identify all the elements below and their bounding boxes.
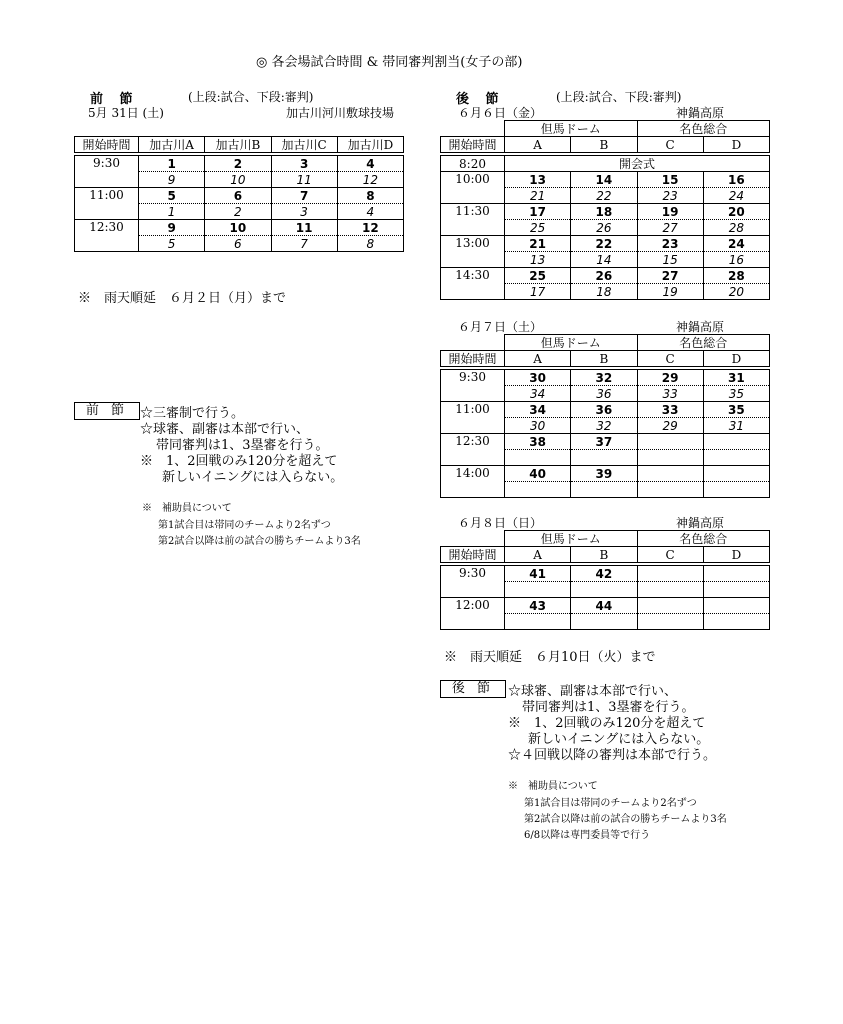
game-number-cell: 44 [571,598,637,614]
header-court: A [505,547,571,563]
start-time-cell: 12:30 [441,434,505,466]
game-number-cell [703,566,769,582]
game-number-cell: 36 [571,402,637,418]
game-number-cell: 35 [703,402,769,418]
game-number-cell: 10 [205,220,271,236]
day3-date: ６月８日（日） [458,516,543,530]
header-court: D [703,547,769,563]
venue-group-tajima-dome: 但馬ドーム [505,335,638,351]
referee-assignment-cell: 10 [205,172,271,188]
game-number-cell [637,566,703,582]
second-aux-2: 第1試合目は帯同のチームより2名ずつ [524,798,697,809]
referee-assignment-cell: 34 [505,386,571,402]
header-court: B [571,137,637,153]
referee-assignment-cell [637,614,703,630]
header-start-time: 開始時間 [441,351,505,367]
game-number-cell: 9 [139,220,205,236]
day3-schedule-table [440,530,770,630]
referee-assignment-cell: 33 [637,386,703,402]
page-title: ◎ 各会場試合時間 & 帯同審判割当(女子の部) [256,55,523,70]
table-row [441,236,770,252]
game-number-cell: 17 [505,204,571,220]
game-number-cell: 29 [637,370,703,386]
header-court-a: 加古川A [139,137,205,153]
header-court: C [637,137,703,153]
first-rule-1: ☆三審制で行う。 [140,406,245,421]
table-row [441,172,770,188]
game-number-cell: 5 [139,188,205,204]
table-row [441,370,770,386]
referee-assignment-cell: 14 [571,252,637,268]
game-number-cell: 33 [637,402,703,418]
first-legend: (上段:試合、下段:審判) [188,90,314,104]
first-rule-2: ☆球審、副審は本部で行い、 [140,422,310,437]
first-rain-note: ※ 雨天順延 ６月２日（月）まで [78,291,287,306]
referee-assignment-cell [637,450,703,466]
header-court: A [505,351,571,367]
game-number-cell: 22 [571,236,637,252]
game-number-cell: 24 [703,236,769,252]
header-court: C [637,351,703,367]
day1-venue: 神鍋高原 [676,106,725,120]
referee-assignment-cell [703,482,769,498]
start-time-cell: 12:00 [441,598,505,630]
header-start-time: 開始時間 [441,137,505,153]
referee-assignment-cell: 19 [637,284,703,300]
header-court: D [703,137,769,153]
start-time-cell: 10:00 [441,172,505,204]
game-number-cell: 12 [337,220,403,236]
referee-assignment-cell: 7 [271,236,337,252]
game-number-cell: 15 [637,172,703,188]
referee-assignment-cell: 24 [703,188,769,204]
game-number-cell: 28 [703,268,769,284]
header-row [441,137,770,153]
first-schedule-table [74,136,404,252]
day2-date: ６月７日（土） [458,320,543,334]
start-time-cell: 11:00 [441,402,505,434]
game-number-cell: 14 [571,172,637,188]
second-rain-note: ※ 雨天順延 ６月10日（火）まで [444,650,656,665]
day2-venue: 神鍋高原 [676,320,725,334]
game-number-cell: 34 [505,402,571,418]
referee-assignment-cell: 8 [337,236,403,252]
game-number-cell: 6 [205,188,271,204]
game-number-cell [703,466,769,482]
game-number-cell: 19 [637,204,703,220]
table-row [441,268,770,284]
start-time-cell: 14:30 [441,268,505,300]
referee-assignment-cell: 2 [205,204,271,220]
game-number-cell: 23 [637,236,703,252]
game-number-cell: 32 [571,370,637,386]
referee-assignment-cell: 28 [703,220,769,236]
start-time-cell: 13:00 [441,236,505,268]
game-number-cell: 8 [337,188,403,204]
first-header-row [75,137,404,156]
game-number-cell: 37 [571,434,637,450]
referee-assignment-cell [505,482,571,498]
game-number-cell: 43 [505,598,571,614]
second-rule-4: 新しいイニングには入らない。 [528,732,710,747]
header-court-c: 加古川C [271,137,337,153]
header-row [441,351,770,367]
referee-assignment-cell [637,482,703,498]
referee-assignment-cell: 5 [139,236,205,252]
first-venue: 加古川河川敷球技場 [286,106,395,120]
referee-assignment-cell: 32 [571,418,637,434]
header-court: D [703,351,769,367]
venue-group-tajima-dome: 但馬ドーム [505,531,638,547]
game-number-cell: 11 [271,220,337,236]
first-aux-2: 第1試合目は帯同のチームより2名ずつ [158,520,331,531]
day1-schedule-table [440,120,770,300]
first-aux-3: 第2試合以降は前の試合の勝ちチームより3名 [158,536,361,547]
game-number-cell: 20 [703,204,769,220]
header-court-b: 加古川B [205,137,271,153]
referee-assignment-cell [571,482,637,498]
venue-group-row [441,531,770,547]
referee-assignment-cell [703,450,769,466]
referee-assignment-cell: 1 [139,204,205,220]
game-number-cell: 41 [505,566,571,582]
referee-assignment-cell [637,582,703,598]
game-number-cell: 13 [505,172,571,188]
game-number-cell: 30 [505,370,571,386]
table-row [75,188,404,204]
first-rule-5: 新しいイニングには入らない。 [162,470,344,485]
venue-group-nairo-sogo: 名色総合 [637,531,770,547]
game-number-cell: 42 [571,566,637,582]
referee-assignment-cell [703,614,769,630]
first-heading: 前 節 [90,92,139,107]
referee-assignment-cell: 21 [505,188,571,204]
referee-assignment-cell: 12 [337,172,403,188]
table-row [441,598,770,614]
game-number-cell [637,434,703,450]
referee-assignment-cell: 17 [505,284,571,300]
referee-assignment-cell [505,582,571,598]
header-start-time: 開始時間 [441,547,505,563]
table-row [441,434,770,450]
game-number-cell [703,434,769,450]
referee-assignment-cell [505,614,571,630]
first-rules-label: 前 節 [74,402,140,420]
first-rule-3: 帯同審判は1、3塁審を行う。 [156,438,329,453]
second-rule-2: 帯同審判は1、3塁審を行う。 [522,700,695,715]
referee-assignment-cell: 9 [139,172,205,188]
game-number-cell: 7 [271,188,337,204]
start-time-cell: 11:00 [75,188,139,220]
second-aux-3: 第2試合以降は前の試合の勝ちチームより3名 [524,814,727,825]
table-row [441,566,770,582]
second-rule-1: ☆球審、副審は本部で行い、 [508,684,678,699]
table-row [75,220,404,236]
game-number-cell [637,466,703,482]
referee-assignment-cell: 30 [505,418,571,434]
start-time-cell: 14:00 [441,466,505,498]
table-row [441,402,770,418]
header-court: A [505,137,571,153]
game-number-cell: 16 [703,172,769,188]
referee-assignment-cell [571,614,637,630]
header-start-time: 開始時間 [75,137,139,153]
header-court-d: 加古川D [337,137,403,153]
table-row [441,466,770,482]
referee-assignment-cell: 35 [703,386,769,402]
game-number-cell: 1 [139,156,205,172]
table-row [441,204,770,220]
referee-assignment-cell: 11 [271,172,337,188]
referee-assignment-cell: 16 [703,252,769,268]
venue-group-tajima-dome: 但馬ドーム [505,121,638,137]
table-row [75,156,404,172]
game-number-cell [637,598,703,614]
game-number-cell: 38 [505,434,571,450]
header-court: B [571,547,637,563]
game-number-cell: 40 [505,466,571,482]
first-rule-4: ※ 1、2回戦のみ120分を超えて [140,454,338,469]
header-court: C [637,547,703,563]
first-aux-1: ※ 補助員について [142,503,232,514]
game-number-cell: 3 [271,156,337,172]
referee-assignment-cell: 23 [637,188,703,204]
referee-assignment-cell: 26 [571,220,637,236]
referee-assignment-cell: 36 [571,386,637,402]
game-number-cell: 31 [703,370,769,386]
start-time-cell: 9:30 [441,370,505,402]
game-number-cell: 18 [571,204,637,220]
start-time-cell: 8:20 [441,156,505,172]
opening-ceremony-row [441,156,770,172]
venue-group-row [441,121,770,137]
referee-assignment-cell: 3 [271,204,337,220]
referee-assignment-cell: 22 [571,188,637,204]
game-number-cell: 4 [337,156,403,172]
second-legend: (上段:試合、下段:審判) [556,90,682,104]
referee-assignment-cell: 25 [505,220,571,236]
referee-assignment-cell [571,582,637,598]
referee-assignment-cell: 4 [337,204,403,220]
opening-ceremony-cell: 開会式 [505,156,770,172]
second-rule-3: ※ 1、2回戦のみ120分を超えて [508,716,706,731]
game-number-cell: 39 [571,466,637,482]
second-rule-5: ☆４回戦以降の審判は本部で行う。 [508,748,717,763]
header-row [441,547,770,563]
referee-assignment-cell: 31 [703,418,769,434]
second-aux-1: ※ 補助員について [508,781,598,792]
referee-assignment-cell: 15 [637,252,703,268]
referee-assignment-cell: 6 [205,236,271,252]
start-time-cell: 12:30 [75,220,139,252]
referee-assignment-cell [505,450,571,466]
referee-assignment-cell: 27 [637,220,703,236]
referee-assignment-cell: 20 [703,284,769,300]
start-time-cell: 9:30 [75,156,139,188]
day3-venue: 神鍋高原 [676,516,725,530]
start-time-cell: 9:30 [441,566,505,598]
second-heading: 後 節 [456,92,505,107]
game-number-cell: 27 [637,268,703,284]
second-rules-label: 後 節 [440,680,506,698]
referee-assignment-cell: 13 [505,252,571,268]
venue-group-nairo-sogo: 名色総合 [637,335,770,351]
day2-schedule-table [440,334,770,498]
game-number-cell: 2 [205,156,271,172]
game-number-cell: 21 [505,236,571,252]
venue-group-nairo-sogo: 名色総合 [637,121,770,137]
referee-assignment-cell: 18 [571,284,637,300]
day1-date: ６月６日（金） [458,106,543,120]
first-date: 5月 31日 (土) [88,106,164,120]
game-number-cell: 25 [505,268,571,284]
referee-assignment-cell: 29 [637,418,703,434]
venue-group-row [441,335,770,351]
second-aux-4: 6/8以降は専門委員等で行う [524,830,651,841]
header-court: B [571,351,637,367]
referee-assignment-cell [703,582,769,598]
game-number-cell: 26 [571,268,637,284]
referee-assignment-cell [571,450,637,466]
start-time-cell: 11:30 [441,204,505,236]
game-number-cell [703,598,769,614]
